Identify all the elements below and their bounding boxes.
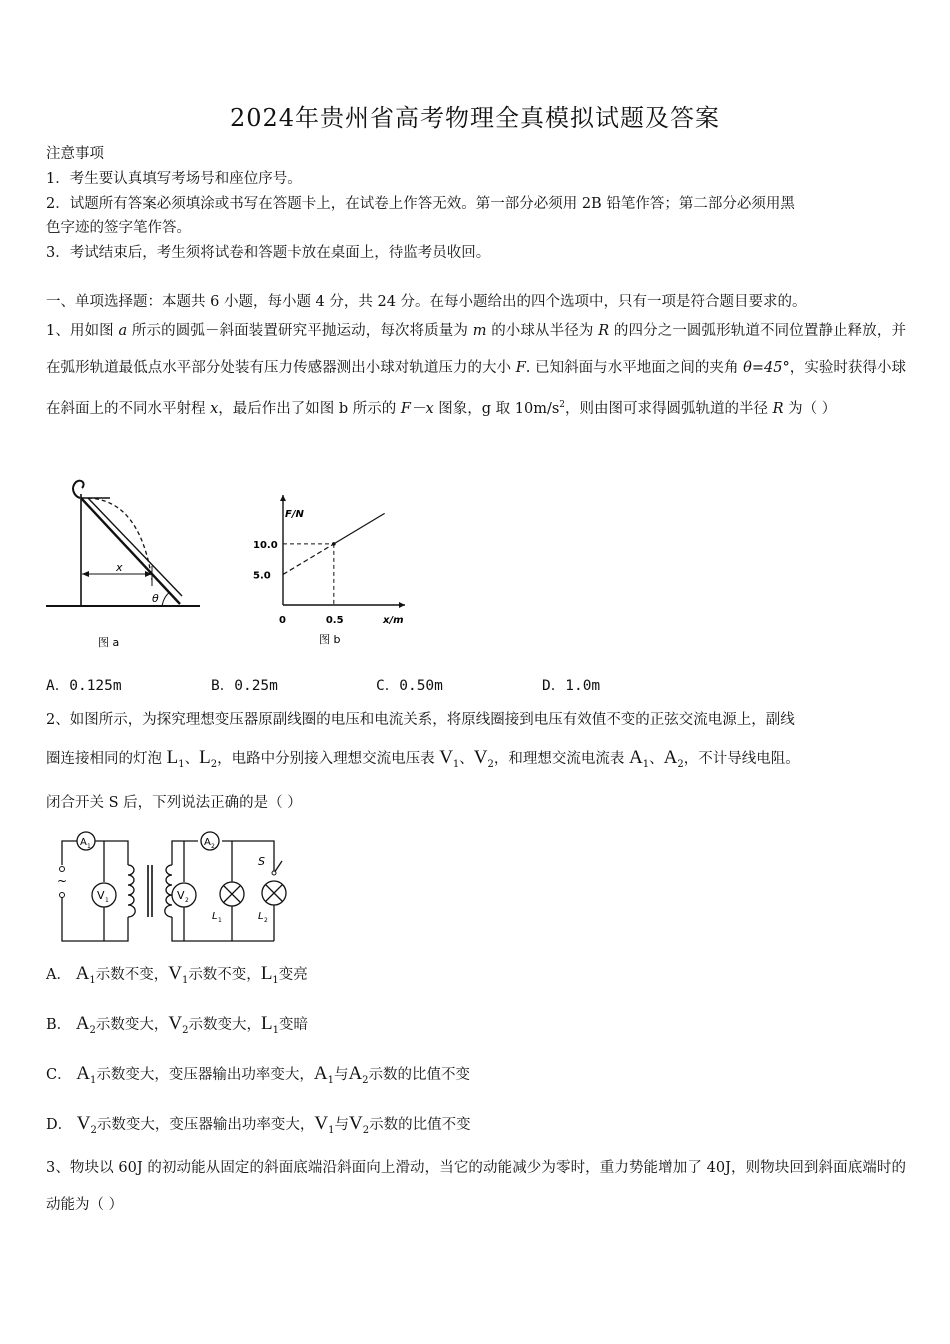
svg-text:V: V (177, 889, 185, 902)
arc-track (73, 481, 84, 498)
svg-text:S: S (258, 855, 265, 868)
figure-a (40, 470, 210, 655)
notice-heading: 注意事项 (46, 146, 104, 162)
q2-option-d[interactable]: D． $V_2$示数变大，变压器输出功率变大，$V_1$与$V_2$示数的比值不变 (46, 1113, 471, 1136)
svg-text:2: 2 (185, 897, 189, 904)
figure-a-caption: 图 a (98, 636, 120, 649)
page-title: 2024年贵州省高考物理全真模拟试题及答案 (229, 104, 721, 132)
y-tick-label: 10.0 (253, 539, 278, 551)
y-axis-arrow (280, 495, 286, 501)
question-3-stem: 3、物块以 60J 的初动能从固定的斜面底端沿斜面向上滑动，当它的动能减少为零时，重力势能增加了 40J，则物块回到斜面底端时的动能为（ ） (46, 1160, 906, 1213)
incline-upper (81, 498, 180, 604)
incline-lower (88, 498, 182, 596)
svg-text:1: 1 (87, 843, 91, 850)
x-tick-label: 0 (279, 615, 286, 626)
q1-option-d[interactable]: D．1.0m (542, 678, 601, 694)
figure-b-chart (245, 490, 415, 655)
y-tick-label: 5.0 (253, 570, 271, 582)
notice-item: 3．考试结束后，考生须将试卷和答题卡放在桌面上，待监考员收回。 (46, 245, 491, 261)
svg-text:2: 2 (211, 843, 215, 850)
series-line (334, 513, 385, 544)
y-axis-label: F/N (285, 509, 304, 520)
series-line-dashed (283, 544, 334, 575)
svg-text:L: L (258, 911, 264, 922)
lamp-l1 (220, 882, 244, 906)
svg-text:V: V (97, 889, 105, 902)
switch-s (272, 871, 276, 875)
q1-option-c[interactable]: C．0.50m (376, 678, 443, 694)
x-axis-arrow (399, 602, 405, 608)
q2-option-c[interactable]: C． $A_1$示数变大，变压器输出功率变大，$A_1$与$A_2$示数的比值不变 (46, 1063, 471, 1086)
x-tick-label: 0.5 (325, 615, 344, 626)
question-1-stem: 1、用如图 a 所示的圆弧－斜面装置研究平抛运动，每次将质量为 m 的小球从半径为 R 的四分之一圆弧形轨道不同位置静止释放，并在弧形轨道最低点水平部分处装有压力传感器测出小球对轨道压力的大小 F. 已知斜面与水平地面之间的夹角 θ=45°，实验时获得小球在斜面上的不同水平射程 x，最后作出了如图 b 所示的 F－x 图象，g 取 $10m/s^2$，则由图可求得圆弧轨道的半径 R 为（ ） (46, 323, 907, 417)
lamp-l2 (262, 881, 286, 905)
svg-text:A: A (204, 837, 211, 848)
svg-text:1: 1 (105, 897, 109, 904)
svg-text:2: 2 (264, 917, 268, 924)
svg-text:A: A (80, 837, 87, 848)
chart-title: 图 b (319, 633, 341, 646)
theta-label: θ (152, 592, 159, 605)
theta-arc (162, 592, 170, 606)
notice-item: 色字迹的签字笔作答。 (46, 220, 191, 236)
x-label: x (116, 561, 123, 574)
q2-option-b[interactable]: B． $A_2$示数变大，$V_2$示数变大，$L_1$变暗 (46, 1013, 308, 1036)
svg-text:1: 1 (218, 917, 222, 924)
q2-option-a[interactable]: A． $A_1$示数不变，$V_1$示数不变，$L_1$变亮 (46, 963, 308, 986)
notice-item: 2．试题所有答案必须填涂或书写在答题卡上，在试卷上作答无效。第一部分必须用 2B 铅笔作答；第二部分必须用黑 (46, 196, 795, 212)
x-axis-label: x/m (383, 615, 404, 626)
q1-option-b[interactable]: B．0.25m (211, 678, 278, 694)
notice-item: 1．考生要认真填写考场号和座位序号。 (46, 171, 302, 187)
source-symbol: ~ (57, 874, 68, 888)
circuit-diagram (50, 825, 310, 950)
section-heading: 一、单项选择题：本题共 6 小题，每小题 4 分，共 24 分。在每小题给出的四个选项中，只有一项是符合题目要求的。 (46, 294, 807, 310)
q1-option-a[interactable]: A．0.125m (46, 678, 122, 694)
question-2-stem: 2、如图所示，为探究理想变压器原副线圈的电压和电流关系，将原线圈接到电压有效值不变的正弦交流电源上，副线 圈连接相同的灯泡 $L_1$、$L_2$，电路中分别接入理想交流电压表 $V_1$、$V_2$，和理想交流电流表 $A_1$、$A_2$，不计导线电阻。 闭合开关 S 后，下列说法正确的是（ ） (46, 712, 800, 811)
svg-text:L: L (212, 911, 218, 922)
